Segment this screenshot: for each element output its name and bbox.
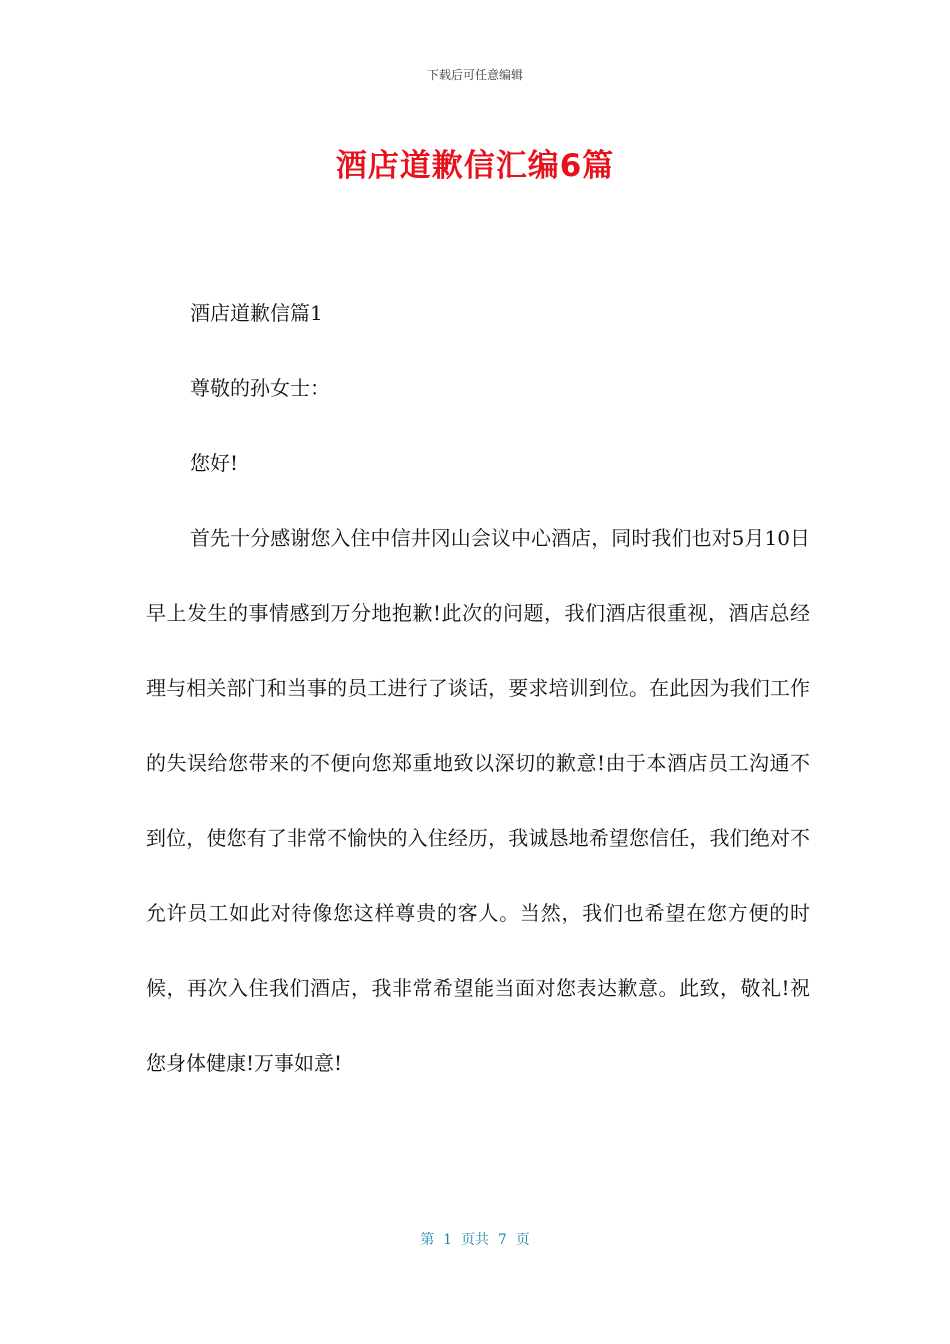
main-paragraph: 首先十分感谢您入住中信井冈山会议中心酒店，同时我们也对5月10日早上发生的事情感到万分地抱歉!此次的问题，我们酒店很重视，酒店总经理与相关部门和当事的员工进行了谈话，要求培训到位。在此因为我们工作的失误给您带来的不便向您郑重地致以深切的歉意!由于本酒店员工沟通不到位，使您有了非常不愉快的入住经历，我诚恳地希望您信任，我们绝对不允许员工如此对待像您这样尊贵的客人。当然，我们也希望在您方便的时候，再次入住我们酒店，我非常希望能当面对您表达歉意。此致，敬礼!祝您身体健康!万事如意! — [146, 526, 810, 1075]
section-heading: 酒店道歉信篇1 — [190, 301, 323, 325]
document-body — [146, 276, 810, 1101]
page-number-footer: 第 1 页共 7 页 — [420, 1232, 530, 1248]
page-header-note: 下载后可任意编辑 — [426, 68, 523, 82]
document-title: 酒店道歉信汇编6篇 — [335, 148, 615, 184]
greeting: 您好! — [190, 451, 239, 475]
salutation: 尊敬的孙女士： — [190, 376, 330, 400]
